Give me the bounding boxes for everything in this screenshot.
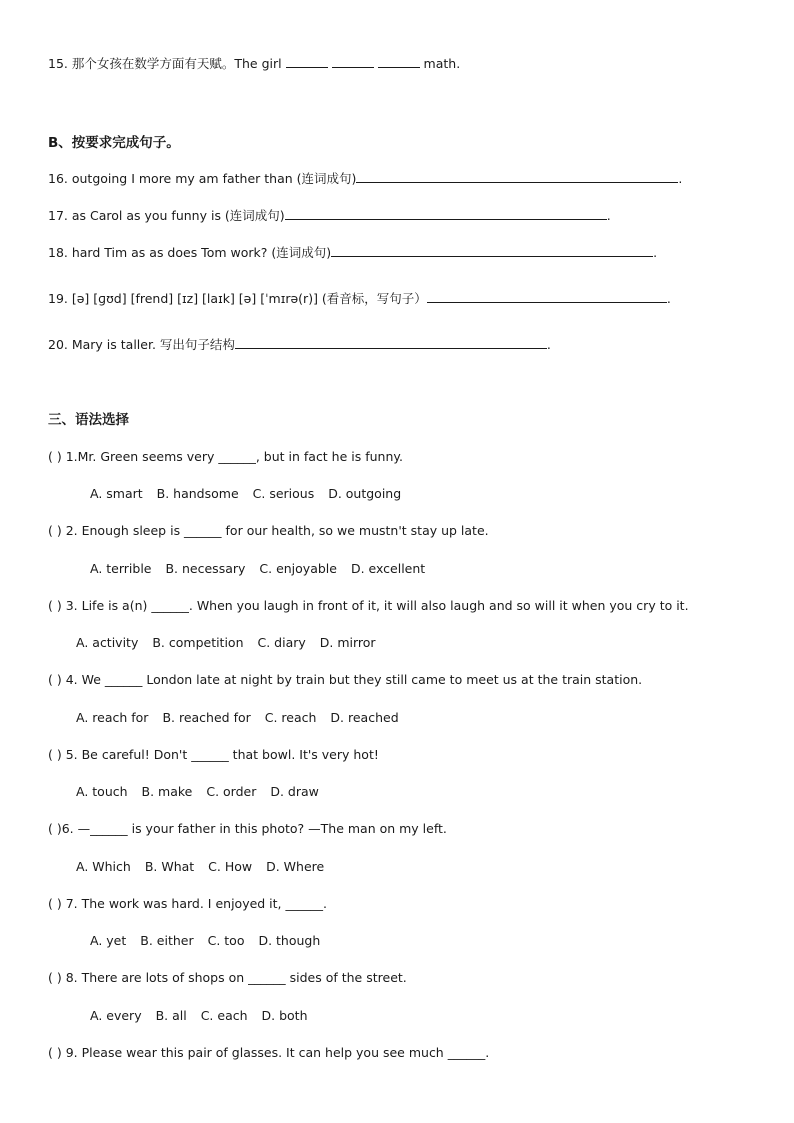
grammar-question-4: ( ) 4. We ______ London late at night by train but they still came to meet us at the train station. [48,672,643,687]
option-c[interactable]: C. each [200,1008,248,1023]
options-3 [76,635,386,651]
period: . [678,171,683,186]
option-c[interactable]: C. diary [257,635,306,650]
option-a[interactable]: A. touch [76,784,128,799]
answer-line[interactable] [235,336,547,349]
option-a[interactable]: A. smart [90,486,143,501]
answer-line[interactable] [331,244,653,257]
options-8 [90,1008,318,1024]
question-text: 16. outgoing I more my am father than (连词成句) [48,171,357,186]
option-b[interactable]: B. competition [152,635,244,650]
period: . [606,208,611,223]
grammar-question-6: ( )6. —______ is your father in this photo? —The man on my left. [48,821,447,836]
option-a[interactable]: A. terrible [90,561,152,576]
option-d[interactable]: D. excellent [350,561,426,576]
option-b[interactable]: B. necessary [165,561,246,576]
option-d[interactable]: D. Where [266,859,325,874]
option-a[interactable]: A. every [90,1008,142,1023]
answer-line[interactable] [285,207,607,220]
grammar-question-7: ( ) 7. The work was hard. I enjoyed it, ______. [48,896,327,911]
option-b[interactable]: B. either [140,933,194,948]
answer-blank[interactable] [378,55,420,68]
period: . [666,291,671,306]
option-a[interactable]: A. activity [76,635,139,650]
section-3-heading: 三、语法选择 [48,412,129,428]
option-d[interactable]: D. both [261,1008,308,1023]
question-text: 19. [ə] [ɡʊd] [frend] [ɪz] [laɪk] [ə] [ˈmɪrə(r)] (看音标，写句子） [48,291,427,306]
option-d[interactable]: D. draw [270,784,319,799]
option-b[interactable]: B. all [155,1008,187,1023]
grammar-question-8: ( ) 8. There are lots of shops on ______ sides of the street. [48,970,407,985]
options-6 [76,859,334,875]
options-4 [76,710,409,726]
grammar-question-2: ( ) 2. Enough sleep is ______ for our health, so we mustn't stay up late. [48,523,489,538]
option-b[interactable]: B. What [144,859,195,874]
option-d[interactable]: D. mirror [319,635,376,650]
question-19 [48,290,671,307]
question-15-suffix: math. [419,56,461,71]
question-20 [48,336,551,353]
question-16 [48,170,682,187]
period: . [546,337,551,352]
option-d[interactable]: D. though [258,933,321,948]
options-7 [90,933,330,949]
grammar-question-5: ( ) 5. Be careful! Don't ______ that bowl. It's very hot! [48,747,379,762]
question-17 [48,207,611,224]
options-2 [90,561,435,577]
grammar-question-9: ( ) 9. Please wear this pair of glasses. It can help you see much ______. [48,1045,490,1060]
option-c[interactable]: C. too [207,933,245,948]
option-c[interactable]: C. serious [252,486,315,501]
option-b[interactable]: B. handsome [156,486,239,501]
question-15 [48,55,460,72]
option-d[interactable]: D. reached [330,710,399,725]
question-18 [48,244,657,261]
option-a[interactable]: A. reach for [76,710,149,725]
grammar-question-3: ( ) 3. Life is a(n) ______. When you laugh in front of it, it will also laugh and so will it when you cry to it. [48,598,689,613]
option-b[interactable]: B. reached for [162,710,251,725]
answer-line[interactable] [356,170,678,183]
option-a[interactable]: A. yet [90,933,127,948]
answer-line[interactable] [427,290,667,303]
option-d[interactable]: D. outgoing [328,486,402,501]
option-a[interactable]: A. Which [76,859,131,874]
question-text: 18. hard Tim as as does Tom work? (连词成句) [48,245,332,260]
question-text: 17. as Carol as you funny is (连词成句) [48,208,285,223]
option-c[interactable]: C. reach [264,710,317,725]
question-15-prefix: 15. 那个女孩在数学方面有天赋。The girl [48,56,286,71]
question-text: 20. Mary is taller. 写出句子结构 [48,337,235,352]
options-1 [90,486,411,502]
period: . [653,245,658,260]
options-5 [76,784,329,800]
option-c[interactable]: C. How [208,859,253,874]
answer-blank[interactable] [286,55,328,68]
option-b[interactable]: B. make [141,784,193,799]
section-b-heading: B、按要求完成句子。 [48,135,180,151]
option-c[interactable]: C. enjoyable [259,561,337,576]
answer-blank[interactable] [332,55,374,68]
option-c[interactable]: C. order [206,784,257,799]
grammar-question-1: ( ) 1.Mr. Green seems very ______, but in fact he is funny. [48,449,403,464]
